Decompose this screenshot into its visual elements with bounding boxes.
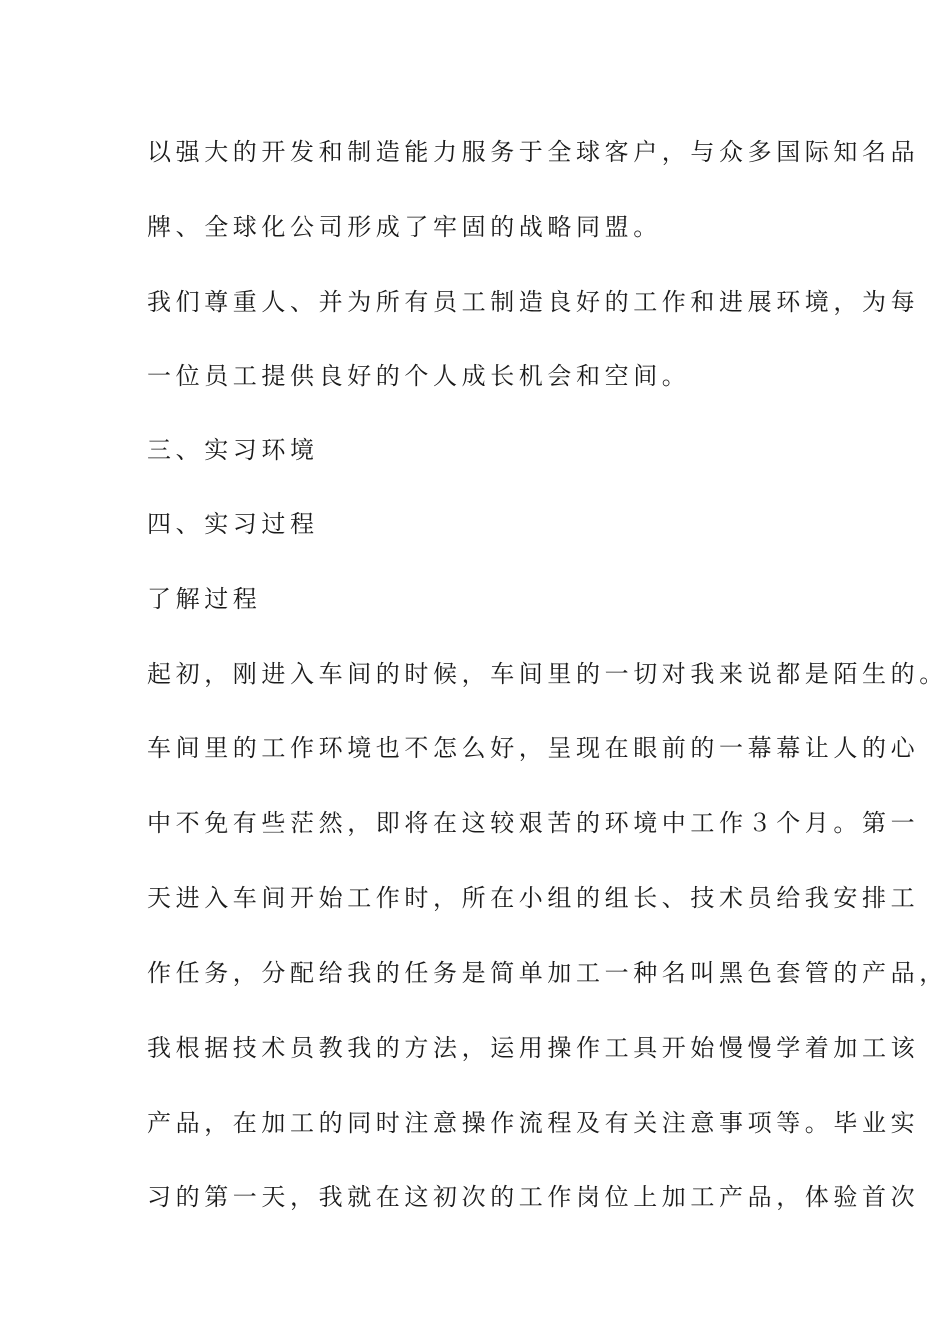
text-line: 习的第一天，我就在这初次的工作岗位上加工产品，体验首次 [147, 1183, 920, 1211]
subsection-heading: 了解过程 [147, 585, 262, 613]
text-line: 我根据技术员教我的方法，运用操作工具开始慢慢学着加工该 [147, 1034, 920, 1062]
text-line: 作任务，分配给我的任务是简单加工一种名叫黑色套管的产品， [147, 959, 948, 987]
text-line: 牌、全球化公司形成了牢固的战略同盟。 [147, 213, 662, 241]
text-line: 天进入车间开始工作时，所在小组的组长、技术员给我安排工 [147, 884, 920, 912]
text-line: 起初，刚进入车间的时候，车间里的一切对我来说都是陌生的。 [147, 660, 948, 688]
text-line: 一位员工提供良好的个人成长机会和空间。 [147, 362, 691, 390]
text-line: 中不免有些茫然，即将在这较艰苦的环境中工作３个月。第一 [147, 809, 920, 837]
text-line: 我们尊重人、并为所有员工制造良好的工作和进展环境，为每 [147, 288, 920, 316]
text-line: 产品，在加工的同时注意操作流程及有关注意事项等。毕业实 [147, 1109, 920, 1137]
section-heading: 三、实习环境 [147, 436, 319, 464]
section-heading: 四、实习过程 [147, 510, 319, 538]
text-line: 以强大的开发和制造能力服务于全球客户，与众多国际知名品 [147, 138, 920, 166]
text-line: 车间里的工作环境也不怎么好，呈现在眼前的一幕幕让人的心 [147, 734, 920, 762]
